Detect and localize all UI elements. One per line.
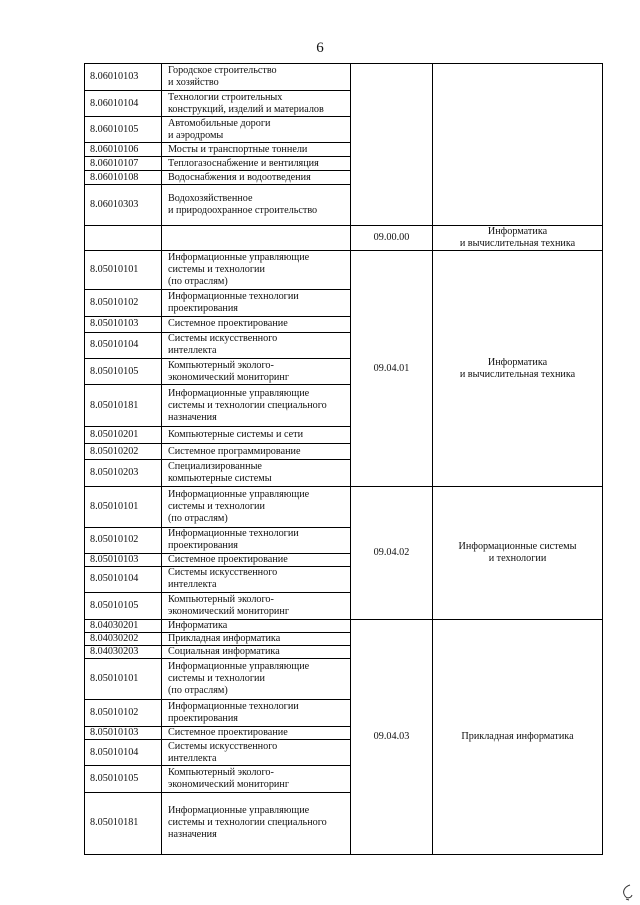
old-specialty-name bbox=[162, 143, 351, 157]
old-specialty-name-line: экономический мониторинг bbox=[168, 371, 290, 383]
old-specialty-code: 8.05010181 bbox=[85, 792, 162, 854]
old-specialty-code: 8.04030201 bbox=[85, 619, 162, 632]
old-specialty-name bbox=[162, 250, 351, 289]
old-specialty-name bbox=[162, 566, 351, 592]
page-number: 6 bbox=[316, 40, 324, 56]
old-specialty-name bbox=[162, 592, 351, 619]
old-specialty-name-line: и аэродромы bbox=[168, 129, 224, 141]
old-specialty-name-line: Системы искусственного bbox=[168, 740, 278, 752]
new-direction-code: 09.04.02 bbox=[351, 487, 433, 619]
old-specialty-name-line: Системное проектирование bbox=[168, 553, 288, 565]
old-specialty-name-line: проектирования bbox=[168, 540, 238, 552]
old-specialty-name-line: Информационные управляющие bbox=[168, 251, 310, 263]
old-specialty-name-line: назначения bbox=[168, 829, 217, 841]
old-specialty-name bbox=[162, 332, 351, 358]
old-specialty-code: 8.05010181 bbox=[85, 385, 162, 427]
old-specialty-name bbox=[162, 487, 351, 527]
new-direction-name bbox=[433, 487, 603, 619]
old-specialty-code: 8.05010105 bbox=[85, 359, 162, 385]
old-specialty-code: 8.05010104 bbox=[85, 740, 162, 766]
old-specialty-name-line: Информационные технологии bbox=[168, 701, 299, 713]
old-specialty-code: 8.04030202 bbox=[85, 633, 162, 646]
old-specialty-name-line: интеллекта bbox=[168, 752, 217, 764]
table-row bbox=[85, 64, 603, 91]
old-specialty-name-line: системы и технологии специального bbox=[168, 399, 327, 411]
old-specialty-code: 8.05010102 bbox=[85, 527, 162, 553]
old-specialty-code: 8.05010105 bbox=[85, 766, 162, 792]
old-specialty-code: 8.05010103 bbox=[85, 553, 162, 566]
new-direction-name-line: и вычислительная техника bbox=[459, 237, 576, 249]
table-body bbox=[85, 64, 603, 855]
old-specialty-code: 8.05010102 bbox=[85, 289, 162, 316]
old-specialty-code bbox=[85, 225, 162, 250]
corner-scribble-mark bbox=[620, 883, 634, 901]
old-specialty-name-line: Компьютерные системы и сети bbox=[168, 429, 304, 441]
old-specialty-name-line: системы и технологии bbox=[168, 673, 265, 685]
old-specialty-name-line: Городское строительство bbox=[168, 65, 277, 77]
old-specialty-name-line: Автомобильные дороги bbox=[168, 117, 271, 129]
old-specialty-code: 8.04030203 bbox=[85, 646, 162, 659]
new-direction-name-line: и технологии bbox=[488, 553, 547, 565]
new-direction-name-line: Информатика bbox=[487, 356, 548, 368]
old-specialty-name bbox=[162, 527, 351, 553]
old-specialty-name bbox=[162, 766, 351, 792]
old-specialty-code: 8.05010103 bbox=[85, 316, 162, 332]
old-specialty-code: 8.05010201 bbox=[85, 427, 162, 444]
new-direction-name-line: и вычислительная техника bbox=[459, 368, 576, 380]
old-specialty-code: 8.05010103 bbox=[85, 727, 162, 740]
old-specialty-name-line: Социальная информатика bbox=[168, 646, 280, 658]
old-specialty-name-line: Компьютерный эколого- bbox=[168, 593, 274, 605]
old-specialty-name bbox=[162, 289, 351, 316]
old-specialty-name-line: конструкций, изделий и материалов bbox=[168, 103, 324, 115]
old-specialty-name-line: назначения bbox=[168, 411, 217, 423]
new-direction-name bbox=[433, 250, 603, 487]
old-specialty-name-line: Информатика bbox=[168, 619, 228, 631]
old-specialty-name-line: и природоохранное строительство bbox=[168, 204, 318, 216]
old-specialty-code: 8.06010303 bbox=[85, 185, 162, 225]
old-specialty-name bbox=[162, 157, 351, 171]
old-specialty-code: 8.06010104 bbox=[85, 91, 162, 117]
old-specialty-name-line: Системное проектирование bbox=[168, 318, 288, 330]
new-direction-code: 09.00.00 bbox=[351, 225, 433, 250]
old-specialty-name-line: экономический мониторинг bbox=[168, 779, 290, 791]
specialty-correspondence-table bbox=[84, 63, 603, 855]
old-specialty-name-line: (по отраслям) bbox=[168, 275, 228, 287]
old-specialty-name-line: и хозяйство bbox=[168, 77, 219, 89]
old-specialty-name-line: (по отраслям) bbox=[168, 513, 228, 525]
old-specialty-name-line: интеллекта bbox=[168, 579, 217, 591]
new-direction-name bbox=[433, 619, 603, 854]
old-specialty-code: 8.05010104 bbox=[85, 332, 162, 358]
old-specialty-name bbox=[162, 316, 351, 332]
old-specialty-name-line: Системы искусственного bbox=[168, 567, 278, 579]
old-specialty-name-line: системы и технологии bbox=[168, 263, 265, 275]
old-specialty-name bbox=[162, 185, 351, 225]
old-specialty-name bbox=[162, 727, 351, 740]
old-specialty-name bbox=[162, 633, 351, 646]
old-specialty-name bbox=[162, 427, 351, 444]
old-specialty-code: 8.05010101 bbox=[85, 659, 162, 700]
old-specialty-name-line: Информационные технологии bbox=[168, 528, 299, 540]
old-specialty-code: 8.05010102 bbox=[85, 700, 162, 727]
old-specialty-name-line: Системное программирование bbox=[168, 445, 301, 457]
old-specialty-name bbox=[162, 700, 351, 727]
old-specialty-name bbox=[162, 792, 351, 854]
old-specialty-name-line: Водохозяйственное bbox=[168, 192, 253, 204]
old-specialty-name-line: Информационные управляющие bbox=[168, 387, 310, 399]
new-direction-name bbox=[433, 64, 603, 226]
old-specialty-name bbox=[162, 646, 351, 659]
old-specialty-name-line: Теплогазоснабжение и вентиляция bbox=[168, 157, 319, 169]
old-specialty-name-line: компьютерные системы bbox=[168, 473, 272, 485]
old-specialty-name bbox=[162, 619, 351, 632]
old-specialty-name-line: интеллекта bbox=[168, 345, 217, 357]
old-specialty-code: 8.05010101 bbox=[85, 487, 162, 527]
old-specialty-name bbox=[162, 740, 351, 766]
old-specialty-name-line: Компьютерный эколого- bbox=[168, 767, 274, 779]
new-direction-name bbox=[433, 225, 603, 250]
table-row bbox=[85, 487, 603, 527]
table-row bbox=[85, 250, 603, 289]
old-specialty-name-line: Информационные управляющие bbox=[168, 661, 310, 673]
old-specialty-name-line: Мосты и транспортные тоннели bbox=[168, 143, 308, 155]
old-specialty-name-line: проектирования bbox=[168, 713, 238, 725]
old-specialty-code: 8.05010104 bbox=[85, 566, 162, 592]
old-specialty-name-line: Специализированные bbox=[168, 461, 262, 473]
old-specialty-name-line: Водоснабжения и водоотведения bbox=[168, 171, 311, 183]
old-specialty-name-line: Информационные управляющие bbox=[168, 489, 310, 501]
old-specialty-code: 8.05010101 bbox=[85, 250, 162, 289]
old-specialty-code: 8.06010107 bbox=[85, 157, 162, 171]
old-specialty-name-line: Системы искусственного bbox=[168, 333, 278, 345]
old-specialty-name bbox=[162, 171, 351, 185]
old-specialty-name-line: проектирования bbox=[168, 302, 238, 314]
table-row bbox=[85, 619, 603, 632]
old-specialty-name bbox=[162, 117, 351, 143]
old-specialty-name bbox=[162, 385, 351, 427]
old-specialty-name-line: Компьютерный эколого- bbox=[168, 359, 274, 371]
old-specialty-name bbox=[162, 64, 351, 91]
old-specialty-code: 8.06010103 bbox=[85, 64, 162, 91]
table-row bbox=[85, 225, 603, 250]
old-specialty-code: 8.06010108 bbox=[85, 171, 162, 185]
old-specialty-code: 8.05010202 bbox=[85, 444, 162, 460]
new-direction-name-line: Прикладная информатика bbox=[461, 730, 574, 742]
old-specialty-name-line: Информационные технологии bbox=[168, 290, 299, 302]
old-specialty-name-line: Прикладная информатика bbox=[168, 633, 281, 645]
old-specialty-name-line: экономический мониторинг bbox=[168, 605, 290, 617]
old-specialty-code: 8.06010106 bbox=[85, 143, 162, 157]
new-direction-name-line: Информационные системы bbox=[458, 541, 577, 553]
old-specialty-name-line: Системное проектирование bbox=[168, 727, 288, 739]
old-specialty-name bbox=[162, 659, 351, 700]
new-direction-code: 09.04.01 bbox=[351, 250, 433, 487]
old-specialty-name-line: системы и технологии bbox=[168, 501, 265, 513]
old-specialty-name bbox=[162, 460, 351, 487]
old-specialty-name bbox=[162, 553, 351, 566]
old-specialty-name bbox=[162, 91, 351, 117]
old-specialty-name-line: (по отраслям) bbox=[168, 685, 228, 697]
new-direction-name-line: Информатика bbox=[487, 225, 548, 237]
old-specialty-code: 8.06010105 bbox=[85, 117, 162, 143]
old-specialty-code: 8.05010105 bbox=[85, 592, 162, 619]
old-specialty-name-line: Технологии строительных bbox=[168, 91, 283, 103]
old-specialty-name bbox=[162, 359, 351, 385]
old-specialty-code: 8.05010203 bbox=[85, 460, 162, 487]
old-specialty-name-line: системы и технологии специального bbox=[168, 817, 327, 829]
old-specialty-name bbox=[162, 225, 351, 250]
new-direction-code bbox=[351, 64, 433, 226]
old-specialty-name-line: Информационные управляющие bbox=[168, 805, 310, 817]
old-specialty-name bbox=[162, 444, 351, 460]
new-direction-code: 09.04.03 bbox=[351, 619, 433, 854]
